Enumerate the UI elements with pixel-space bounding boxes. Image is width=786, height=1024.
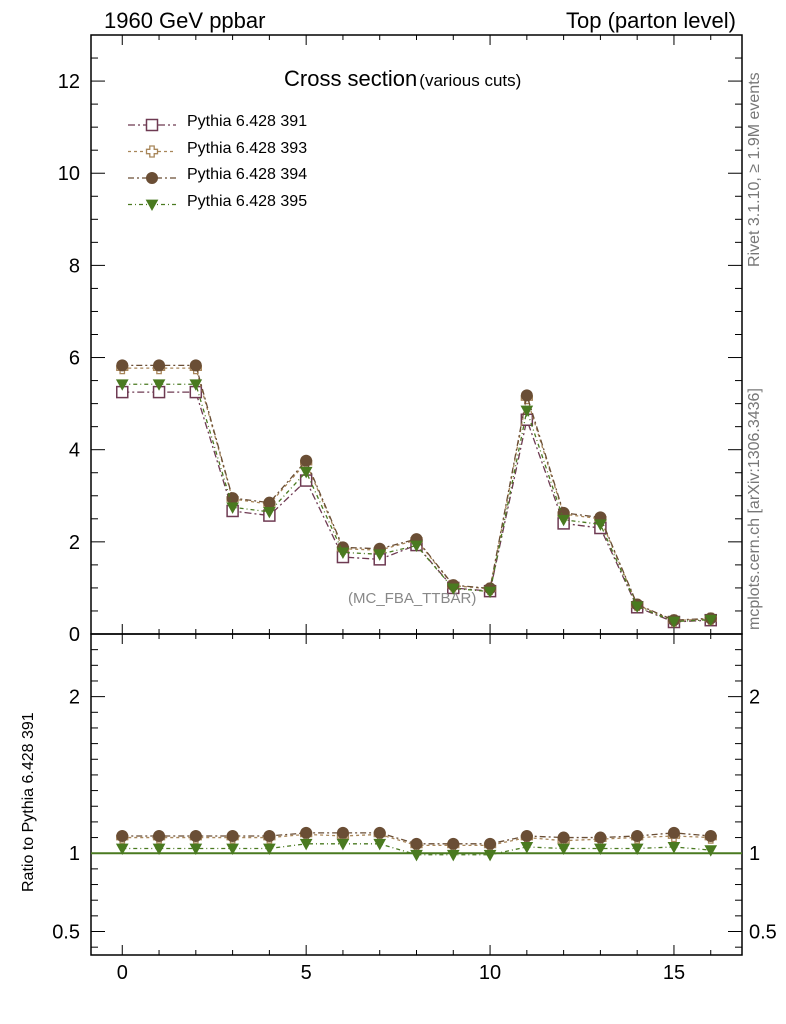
- ratio-panel: [52, 634, 777, 984]
- y-tick-label: 0: [68, 624, 80, 646]
- data-point: [190, 360, 201, 371]
- analysis-watermark: (MC_FBA_TTBAR): [348, 590, 477, 607]
- data-point: [558, 832, 569, 843]
- plot-title-main: Cross section: [284, 66, 418, 91]
- x-tick-label: 5: [300, 962, 312, 984]
- legend-label: Pythia 6.428 391: [187, 113, 308, 130]
- data-point: [337, 839, 348, 849]
- y-tick-label: 6: [68, 347, 80, 370]
- data-point: [411, 838, 422, 849]
- series-line: [122, 365, 710, 620]
- legend-label: Pythia 6.428 393: [187, 139, 308, 157]
- data-point: [147, 120, 158, 131]
- header-right-process: Top (parton level): [566, 8, 736, 33]
- data-point: [147, 173, 158, 184]
- series-line: [122, 392, 710, 622]
- y-tick-label-right: 0.5: [749, 921, 777, 944]
- x-tick-label: 10: [478, 962, 502, 984]
- plot-title-sub: (various cuts): [419, 71, 522, 90]
- header-left-energy: 1960 GeV ppbar: [104, 8, 266, 33]
- series-group: [117, 360, 716, 626]
- ratio-y-axis-label: Ratio to Pythia 6.428 391: [20, 712, 37, 892]
- plot-title: [284, 66, 521, 92]
- y-tick-label-right: 2: [749, 686, 761, 709]
- x-tick-label: 15: [662, 962, 686, 984]
- data-point: [147, 146, 158, 157]
- y-tick-label: 0.5: [52, 921, 80, 944]
- data-point: [632, 830, 643, 841]
- data-point: [448, 850, 459, 860]
- y-tick-label: 12: [57, 71, 80, 94]
- series-group: [117, 363, 716, 627]
- data-point: [374, 827, 385, 838]
- data-point: [521, 390, 532, 401]
- data-point: [154, 360, 165, 371]
- ratio-series-group: [117, 827, 716, 860]
- data-point: [154, 830, 165, 841]
- data-point: [668, 827, 679, 838]
- data-point: [190, 830, 201, 841]
- legend-label: Pythia 6.428 395: [187, 192, 308, 210]
- data-point: [301, 455, 312, 466]
- main-series-group: [117, 360, 716, 628]
- y-tick-label: 10: [57, 163, 80, 186]
- side-label-mcplots: mcplots.cern.ch [arXiv:1306.3436]: [746, 388, 763, 630]
- y-tick-label-right: 1: [749, 843, 761, 866]
- data-point: [485, 838, 496, 849]
- data-point: [117, 830, 128, 841]
- data-point: [147, 200, 158, 210]
- main-panel: [58, 35, 742, 646]
- data-point: [448, 838, 459, 849]
- data-point: [521, 830, 532, 841]
- y-tick-label: 8: [68, 255, 80, 278]
- y-tick-label: 4: [68, 439, 80, 462]
- x-tick-label: 0: [116, 962, 128, 984]
- side-label-rivet: Rivet 3.1.10, ≥ 1.9M events: [746, 72, 763, 267]
- data-point: [117, 360, 128, 371]
- data-point: [595, 832, 606, 843]
- data-point: [337, 827, 348, 838]
- legend-symbols: [128, 120, 176, 211]
- y-tick-label: 2: [68, 531, 80, 554]
- ratio-frame: [91, 634, 742, 955]
- legend-label: Pythia 6.428 394: [187, 166, 308, 183]
- data-point: [705, 830, 716, 841]
- y-tick-label: 2: [68, 686, 80, 709]
- data-point: [264, 497, 275, 508]
- y-tick-label: 1: [68, 843, 80, 866]
- series-line: [122, 368, 710, 621]
- data-point: [227, 830, 238, 841]
- data-point: [301, 827, 312, 838]
- data-point: [264, 830, 275, 841]
